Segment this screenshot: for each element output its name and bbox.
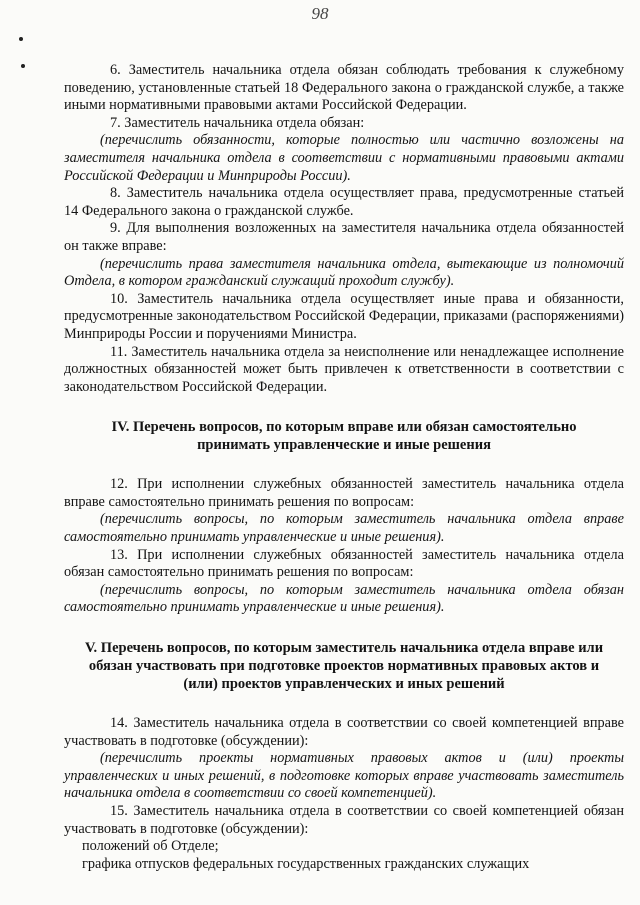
section-4-heading: IV. Перечень вопросов, по которым вправе или обязан самостоятельно принимать управленческие и иные решения bbox=[111, 419, 577, 454]
paragraph-11: 11. Заместитель начальника отдела за неисполнение или ненадлежащее исполнение должностных обязанностей может быть привлечен к ответственности в соответствии с законодательством Российской Федерации. bbox=[64, 343, 624, 395]
paragraph-14-hint: (перечислить проекты нормативных правовых актов и (или) проекты управленческих и иных решений, в подготовке которых вправе участвовать заместитель начальника отдела в соответствии со своей компетенцией). bbox=[64, 750, 624, 802]
page-number: 98 bbox=[311, 4, 329, 23]
paragraph-14: 14. Заместитель начальника отдела в соответствии со своей компетенцией вправе участвовать в подготовке (обсуждении): bbox=[64, 715, 624, 749]
paragraph-8: 8. Заместитель начальника отдела осуществляет права, предусмотренные статьей 14 Федерального закона о гражданской службе. bbox=[64, 185, 624, 219]
paragraph-9-hint: (перечислить права заместителя начальника отдела, вытекающие из полномочий Отдела, в котором гражданский служащий проходит службу). bbox=[64, 255, 624, 290]
paragraph-9: 9. Для выполнения возложенных на заместителя начальника отдела обязанностей он также вправе: bbox=[64, 220, 624, 254]
paragraph-7: 7. Заместитель начальника отдела обязан: bbox=[110, 114, 365, 131]
paragraph-13-hint: (перечислить вопросы, по которым заместитель начальника отдела обязан самостоятельно принимать управленческие и иные решения). bbox=[64, 581, 624, 616]
paragraph-15: 15. Заместитель начальника отдела в соответствии со своей компетенцией обязан участвовать в подготовке (обсуждении): bbox=[64, 803, 624, 837]
paragraph-10: 10. Заместитель начальника отдела осуществляет иные права и обязанности, предусмотренные законодательством Российской Федерации, приказами (распоряжениями) Минприроды России и поручениями Министра. bbox=[64, 290, 624, 342]
margin-mark-top bbox=[19, 37, 23, 41]
paragraph-15-item-1: положений об Отделе; bbox=[82, 838, 219, 855]
paragraph-15-item-2: графика отпусков федеральных государственных гражданских служащих bbox=[82, 855, 530, 872]
section-5-heading: V. Перечень вопросов, по которым заместитель начальника отдела вправе или обязан участвовать при подготовке проектов нормативных правовых актов и (или) проектов управленческих и иных решений bbox=[84, 640, 604, 693]
paragraph-7-hint: (перечислить обязанности, которые полностью или частично возложены на заместителя начальника отдела в соответствии с нормативными правовыми актами Российской Федерации и Минприроды России). bbox=[64, 132, 624, 184]
paragraph-6: 6. Заместитель начальника отдела обязан соблюдать требования к служебному поведению, установленные статьей 18 Федерального закона о гражданской службе, а также иными нормативными правовыми актами Российской Федерации. bbox=[64, 62, 624, 114]
paragraph-12: 12. При исполнении служебных обязанностей заместитель начальника отдела вправе самостоятельно принимать решения по вопросам: bbox=[64, 476, 624, 510]
margin-mark-bottom bbox=[21, 64, 25, 68]
paragraph-12-hint: (перечислить вопросы, по которым заместитель начальника отдела вправе самостоятельно принимать управленческие и иные решения). bbox=[64, 511, 624, 546]
document-body bbox=[64, 62, 624, 873]
paragraph-13: 13. При исполнении служебных обязанностей заместитель начальника отдела обязан самостоятельно принимать решения по вопросам: bbox=[64, 546, 624, 581]
